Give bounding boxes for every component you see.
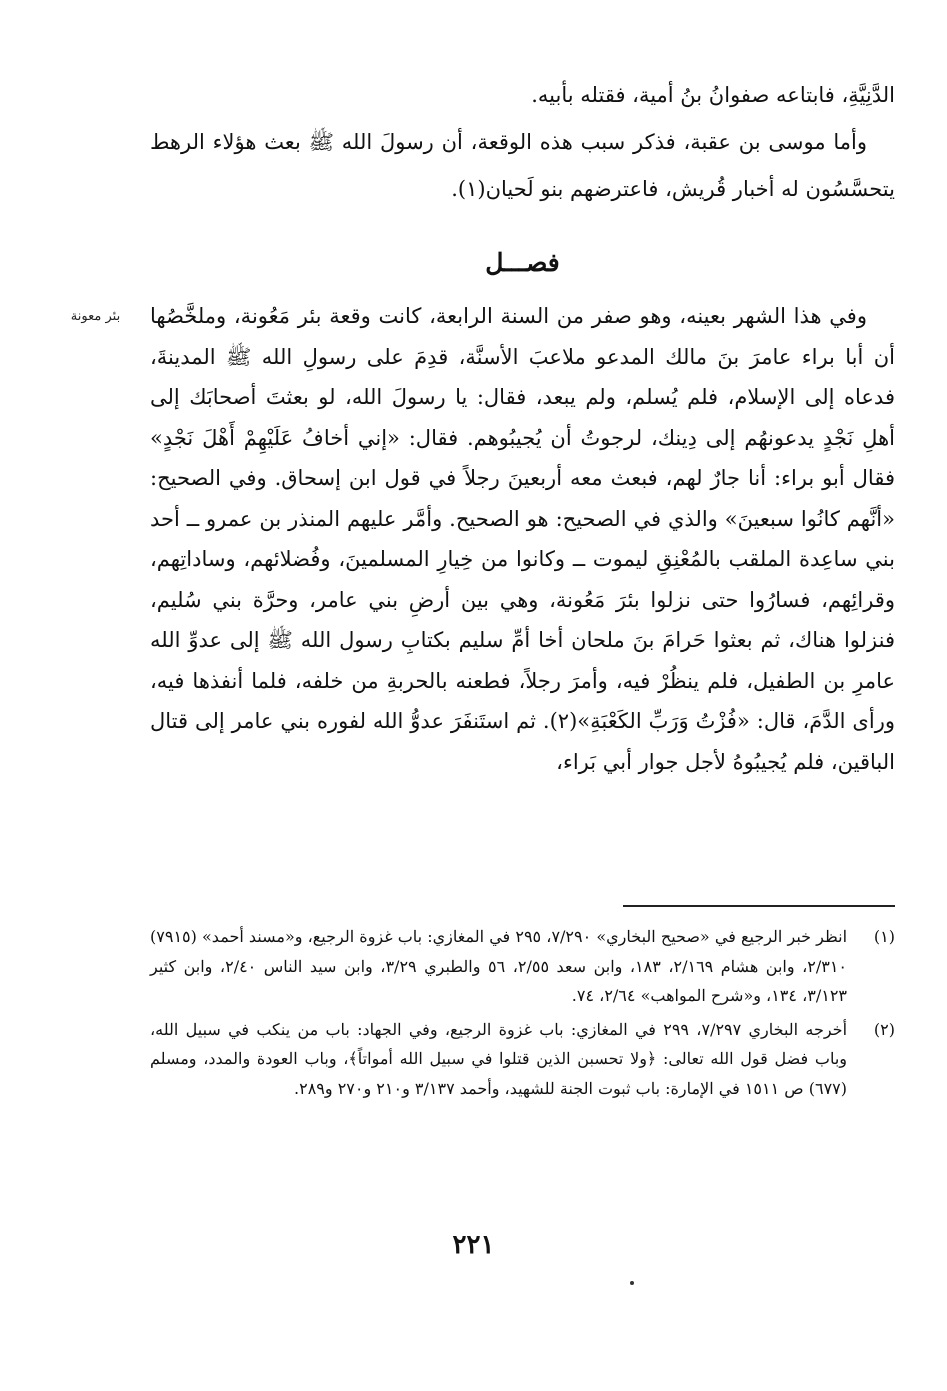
- footnotes: [150, 922, 895, 1107]
- section-heading: فصـــل: [485, 248, 560, 277]
- footnote-number: (٢): [873, 1019, 895, 1039]
- intro-line: الدَّنِيَّةِ، فابتاعه صفوانُ بنُ أمية، فقتله بأبيه.: [531, 83, 895, 107]
- footnote-item: [150, 1015, 895, 1104]
- main-paragraph: وفي هذا الشهر بعينه، وهو صفر من السنة الرابعة، كانت وقعة بئر مَعُونة، وملخَّصُها أن أبا براء عامرَ بنَ مالك المدعو ملاعبَ الأسنَّة، قدِمَ على رسولِ الله ﷺ المدينةَ، فدعاه إلى الإسلام، فلم يُسلم، ولم يبعد، فقال: يا رسولَ الله، لو بعثتَ أصحابَك إلى أهلِ نَجْدٍ يدعونهُم إلى دِينك، لرجوتُ أن يُجيبُوهم. فقال: «إني أخافُ عَلَيْهِمْ أَهْلَ نَجْدٍ» فقال أبو براء: أنا جارٌ لهم، فبعث معه أربعينَ رجلاً في قول ابن إسحاق. وفي الصحيح: «أنَّهم كانُوا سبعينَ» والذي في الصحيح: هو الصحيح. وأمَّر عليهم المنذر بن عمرو ــ أحد بني ساعِدة الملقب بالمُعْنِقِ ليموت ــ وكانوا من خِيارِ المسلمينَ، وفُضلائهم، وساداتِهم، وقرائِهم، فسارُوا حتى نزلوا بئرَ مَعُونة، وهي بين أرضِ بني عامر، وحرَّة بني سُليم، فنزلوا هناك، ثم بعثوا حَرامَ بنَ ملحان أخا أمِّ سليم بكتابِ رسول الله ﷺ إلى عدوِّ الله عامرِ بن الطفيل، فلم ينظُرْ فيه، وأمرَ رجلاً، فطعنه بالحربةِ من خلفه، فلما أنفذها فيه، ورأى الدَّمَ، قال: «فُزْتُ وَرَبِّ الكَعْبَةِ»(٢). ثم استَنفَرَ عدوُّ الله لفوره بني عامر إلى قتال الباقين، فلم يُجيبُوهُ لأجل جوار أبي بَراء،: [150, 304, 895, 774]
- margin-note: بئر معونة: [70, 309, 121, 324]
- footnote-item: [150, 922, 895, 1011]
- print-speck: [630, 1281, 634, 1285]
- intro-paragraph: وأما موسى بن عقبة، فذكر سبب هذه الوقعة، أن رسولَ الله ﷺ بعث هؤلاء الرهط يتحسَّسُون له أخبار قُريش، فاعترضهم بنو لَحيان(١).: [150, 130, 895, 201]
- footnote-number: (١): [873, 927, 895, 946]
- footnote-divider: [623, 905, 895, 907]
- main-section: [150, 296, 895, 782]
- page-number: ٢٢١: [452, 1230, 495, 1260]
- intro-section: [150, 72, 895, 213]
- footnote-text: انظر خبر الرجيع في «صحيح البخاري» ٧/٢٩٠، ٢٩٥ في المغازي: باب غزوة الرجيع، و«مسند أحمد» (٧٩١٥) ٢/٣١٠، وابن هشام ٢/١٦٩، ١٨٣، وابن سعد ٢/٥٥، ٥٦ والطبري ٣/٢٩، وابن سيد الناس ٢/٤٠، وابن كثير ٣/١٢٣، ١٣٤، و«شرح المواهب» ٢/٦٤، ٧٤.: [150, 927, 848, 1005]
- footnote-text: أخرجه البخاري ٧/٢٩٧، ٢٩٩ في المغازي: باب غزوة الرجيع، وفي الجهاد: باب من ينكب في سبيل الله، وباب فضل قول الله تعالى: ﴿ولا تحسبن الذين قتلوا في سبيل الله أمواتاً﴾، وباب العودة والمدد، ومسلم (٦٧٧) ص ١٥١١ في الإمارة: باب ثبوت الجنة للشهيد، وأحمد ٣/١٣٧ و٢١٠ و٢٧٠ و٢٨٩.: [150, 1019, 848, 1098]
